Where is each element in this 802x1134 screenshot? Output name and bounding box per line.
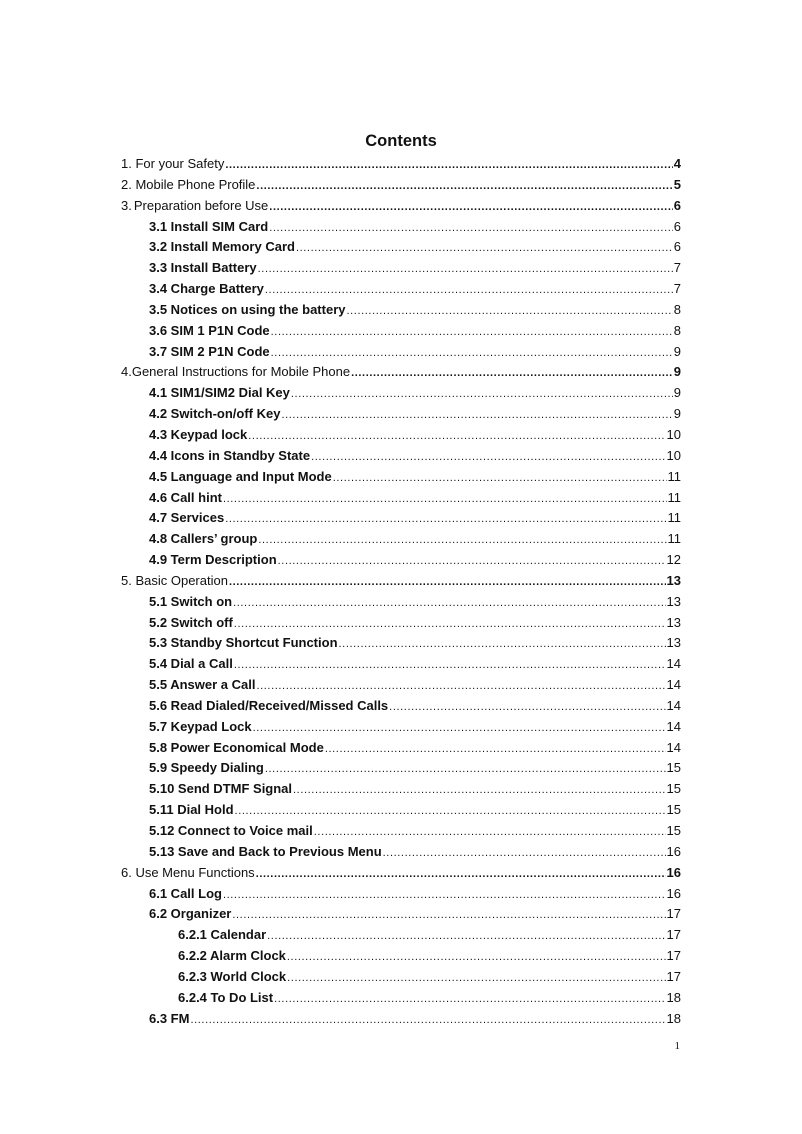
toc-entry-page: 5 — [673, 176, 681, 192]
toc-entry-page: 18 — [666, 1010, 681, 1026]
toc-dot-leader — [271, 322, 673, 343]
toc-entry-title: 6.3 FM — [149, 1010, 190, 1026]
toc-entry[interactable] — [121, 362, 681, 383]
table-of-contents — [121, 154, 681, 1029]
toc-entry-title: 4.2 Switch-on/off Key — [149, 406, 281, 422]
toc-entry-page: 13 — [666, 635, 681, 651]
toc-entry[interactable] — [121, 383, 681, 404]
toc-entry[interactable] — [121, 467, 681, 488]
toc-entry-title: 5.2 Switch off — [149, 614, 233, 630]
toc-entry-title: 3.5 Notices on using the battery — [149, 301, 346, 317]
toc-entry-title: 5.1 Switch on — [149, 593, 233, 609]
toc-dot-leader — [287, 947, 666, 968]
toc-dot-leader — [223, 489, 667, 510]
toc-entry-title: 6. Use Menu Functions — [121, 864, 255, 880]
toc-entry[interactable] — [121, 800, 681, 821]
toc-entry[interactable] — [121, 217, 681, 238]
toc-entry[interactable] — [121, 925, 681, 946]
toc-entry-page: 14 — [666, 677, 681, 693]
toc-entry-page: 15 — [666, 781, 681, 797]
toc-entry-page: 12 — [666, 552, 681, 568]
toc-entry-title: 4.1 SIM1/SIM2 Dial Key — [149, 385, 290, 401]
toc-entry-title: 1. For your Safety — [121, 156, 225, 171]
toc-dot-leader — [389, 697, 665, 718]
toc-dot-leader — [225, 509, 666, 530]
toc-dot-leader — [190, 1010, 665, 1031]
toc-entry[interactable] — [121, 279, 681, 300]
toc-entry[interactable] — [121, 529, 681, 550]
toc-entry[interactable] — [121, 779, 681, 800]
toc-entry-title: General Instructions for Mobile Phone — [131, 364, 351, 380]
toc-entry-title: 3.4 Charge Battery — [149, 281, 264, 297]
toc-entry-title: 5.10 Send DTMF Signal — [149, 781, 293, 797]
toc-entry[interactable] — [121, 717, 681, 738]
toc-entry-page: 13 — [666, 593, 681, 609]
toc-entry-title: Preparation before Use — [133, 197, 269, 213]
toc-entry[interactable] — [121, 613, 681, 634]
toc-entry[interactable] — [121, 196, 681, 217]
toc-entry-title: 5.11 Dial Hold — [149, 802, 234, 818]
toc-dot-leader — [258, 530, 666, 551]
toc-entry[interactable] — [121, 738, 681, 759]
toc-dot-leader — [265, 280, 673, 301]
toc-entry-title: 6.2.2 Alarm Clock — [178, 948, 286, 964]
toc-entry-page: 16 — [666, 843, 681, 859]
toc-entry-title: 6.2.1 Calendar — [178, 927, 267, 943]
toc-dot-leader — [325, 739, 666, 760]
toc-dot-leader — [256, 676, 665, 697]
toc-entry-title: 4.4 Icons in Standby State — [149, 447, 311, 463]
toc-dot-leader — [383, 843, 666, 864]
toc-entry-title: 6.2 Organizer — [149, 906, 232, 922]
toc-entry-page: 7 — [673, 281, 681, 297]
toc-entry-page: 11 — [667, 468, 681, 484]
toc-entry-number: 4. — [121, 364, 132, 380]
toc-entry[interactable] — [121, 154, 681, 175]
toc-entry-page: 11 — [667, 510, 681, 526]
toc-entry-title: 4.7 Services — [149, 510, 225, 526]
toc-entry-page: 15 — [666, 802, 681, 818]
toc-entry-page: 15 — [666, 760, 681, 776]
toc-dot-leader — [314, 822, 666, 843]
toc-entry-title: 5.9 Speedy Dialing — [149, 760, 264, 776]
toc-entry[interactable] — [121, 425, 681, 446]
toc-entry[interactable] — [121, 904, 681, 925]
toc-entry[interactable] — [121, 696, 681, 717]
toc-entry[interactable] — [121, 967, 681, 988]
toc-entry-title: 3.2 Install Memory Card — [149, 239, 295, 255]
toc-entry-page: 14 — [666, 697, 681, 713]
toc-entry-title: 3.7 SIM 2 P1N Code — [149, 343, 270, 359]
toc-dot-leader — [235, 801, 666, 822]
toc-dot-leader — [253, 718, 666, 739]
toc-entry-page: 17 — [666, 927, 681, 943]
toc-dot-leader — [256, 176, 672, 197]
page-number: 1 — [674, 1040, 680, 1052]
toc-entry-title: 3.6 SIM 1 P1N Code — [149, 322, 270, 338]
toc-entry-page: 13 — [666, 614, 681, 630]
toc-entry-page: 8 — [673, 301, 681, 317]
toc-entry[interactable] — [121, 342, 681, 363]
toc-entry-title: 6.2.3 World Clock — [178, 968, 287, 984]
toc-entry[interactable] — [121, 654, 681, 675]
toc-entry[interactable] — [121, 633, 681, 654]
toc-dot-leader — [258, 259, 673, 280]
toc-entry-title: 3.3 Install Battery — [149, 260, 257, 276]
toc-entry-page: 8 — [673, 322, 681, 338]
toc-entry-page: 14 — [666, 739, 681, 755]
toc-entry[interactable] — [121, 571, 681, 592]
toc-dot-leader — [225, 155, 672, 176]
toc-dot-leader — [278, 551, 666, 572]
toc-entry-page: 4 — [673, 156, 681, 171]
toc-entry[interactable] — [121, 842, 681, 863]
toc-entry-page: 6 — [673, 239, 681, 255]
toc-dot-leader — [271, 343, 673, 364]
toc-entry[interactable] — [121, 300, 681, 321]
toc-dot-leader — [333, 468, 667, 489]
toc-entry[interactable] — [121, 488, 681, 509]
toc-entry-page: 13 — [666, 572, 681, 588]
toc-entry-title: 5.12 Connect to Voice mail — [149, 823, 313, 838]
toc-entry-title: 2. Mobile Phone Profile — [121, 176, 256, 192]
toc-entry-title: 3.1 Install SIM Card — [149, 218, 269, 234]
toc-dot-leader — [234, 614, 666, 635]
toc-entry-title: 4.5 Language and Input Mode — [149, 468, 332, 484]
toc-dot-leader — [274, 989, 665, 1010]
toc-entry-title: 5. Basic Operation — [121, 572, 228, 588]
toc-entry-title: 4.9 Term Description — [149, 552, 277, 568]
toc-entry-page: 16 — [666, 885, 681, 901]
toc-entry[interactable] — [121, 404, 681, 425]
toc-entry-title: 6.1 Call Log — [149, 885, 222, 901]
toc-entry-page: 15 — [666, 823, 681, 838]
toc-entry[interactable] — [121, 988, 681, 1009]
toc-entry-title: 5.8 Power Economical Mode — [149, 739, 324, 755]
toc-dot-leader — [234, 655, 666, 676]
toc-dot-leader — [233, 593, 665, 614]
toc-entry[interactable] — [121, 508, 681, 529]
toc-dot-leader — [293, 780, 666, 801]
toc-entry-title: 4.3 Keypad lock — [149, 426, 248, 442]
toc-entry-page: 10 — [666, 426, 681, 442]
toc-entry[interactable] — [121, 758, 681, 779]
toc-entry-page: 7 — [673, 260, 681, 276]
toc-entry[interactable] — [121, 175, 681, 196]
toc-entry-title: 6.2.4 To Do List — [178, 989, 274, 1005]
toc-dot-leader — [265, 759, 666, 780]
toc-entry[interactable] — [121, 258, 681, 279]
toc-entry[interactable] — [121, 821, 681, 842]
toc-entry-page: 17 — [666, 968, 681, 984]
toc-entry[interactable] — [121, 884, 681, 905]
toc-entry-title: 4.6 Call hint — [149, 489, 222, 505]
toc-entry-page: 14 — [666, 656, 681, 672]
toc-dot-leader — [339, 634, 666, 655]
toc-dot-leader — [269, 197, 672, 218]
toc-dot-leader — [267, 926, 665, 947]
toc-entry[interactable] — [121, 946, 681, 967]
toc-entry[interactable] — [121, 446, 681, 467]
toc-entry[interactable] — [121, 863, 681, 884]
toc-entry-title: 5.4 Dial a Call — [149, 656, 233, 672]
toc-entry-page: 9 — [673, 406, 681, 422]
toc-dot-leader — [287, 968, 665, 989]
toc-entry-title: 5.7 Keypad Lock — [149, 718, 252, 734]
toc-entry[interactable] — [121, 592, 681, 613]
toc-dot-leader — [269, 218, 673, 239]
toc-dot-leader — [256, 864, 666, 885]
toc-entry-page: 9 — [673, 385, 681, 401]
toc-entry-page: 11 — [667, 489, 681, 505]
toc-entry-page: 6 — [673, 218, 681, 234]
toc-entry-page: 10 — [666, 447, 681, 463]
toc-entry-page: 9 — [673, 343, 681, 359]
toc-dot-leader — [296, 238, 673, 259]
toc-dot-leader — [223, 885, 666, 906]
toc-entry[interactable] — [121, 550, 681, 571]
toc-entry[interactable] — [121, 675, 681, 696]
toc-entry-page: 17 — [666, 906, 681, 922]
toc-entry[interactable] — [121, 237, 681, 258]
toc-dot-leader — [281, 405, 672, 426]
page-title: Contents — [365, 132, 437, 150]
toc-entry-page: 11 — [667, 531, 681, 547]
toc-entry-page: 9 — [673, 364, 681, 380]
toc-entry-title: 5.5 Answer a Call — [149, 677, 256, 693]
toc-entry-number: 3. — [121, 197, 132, 213]
toc-entry-page: 6 — [673, 197, 681, 213]
toc-dot-leader — [351, 363, 673, 384]
toc-dot-leader — [248, 426, 665, 447]
toc-entry[interactable] — [121, 321, 681, 342]
toc-entry-title: 4.8 Callers’ group — [149, 531, 258, 547]
toc-entry-page: 17 — [666, 948, 681, 964]
toc-dot-leader — [311, 447, 665, 468]
toc-entry-title: 5.6 Read Dialed/Received/Missed Calls — [149, 697, 389, 713]
toc-entry-page: 16 — [666, 864, 681, 880]
toc-entry-page: 14 — [666, 718, 681, 734]
toc-dot-leader — [229, 572, 666, 593]
toc-entry[interactable] — [121, 1009, 681, 1030]
toc-entry-title: 5.3 Standby Shortcut Function — [149, 635, 338, 651]
toc-dot-leader — [347, 301, 673, 322]
toc-dot-leader — [232, 905, 665, 926]
toc-dot-leader — [291, 384, 673, 405]
toc-entry-page: 18 — [666, 989, 681, 1005]
toc-entry-title: 5.13 Save and Back to Previous Menu — [149, 843, 382, 859]
